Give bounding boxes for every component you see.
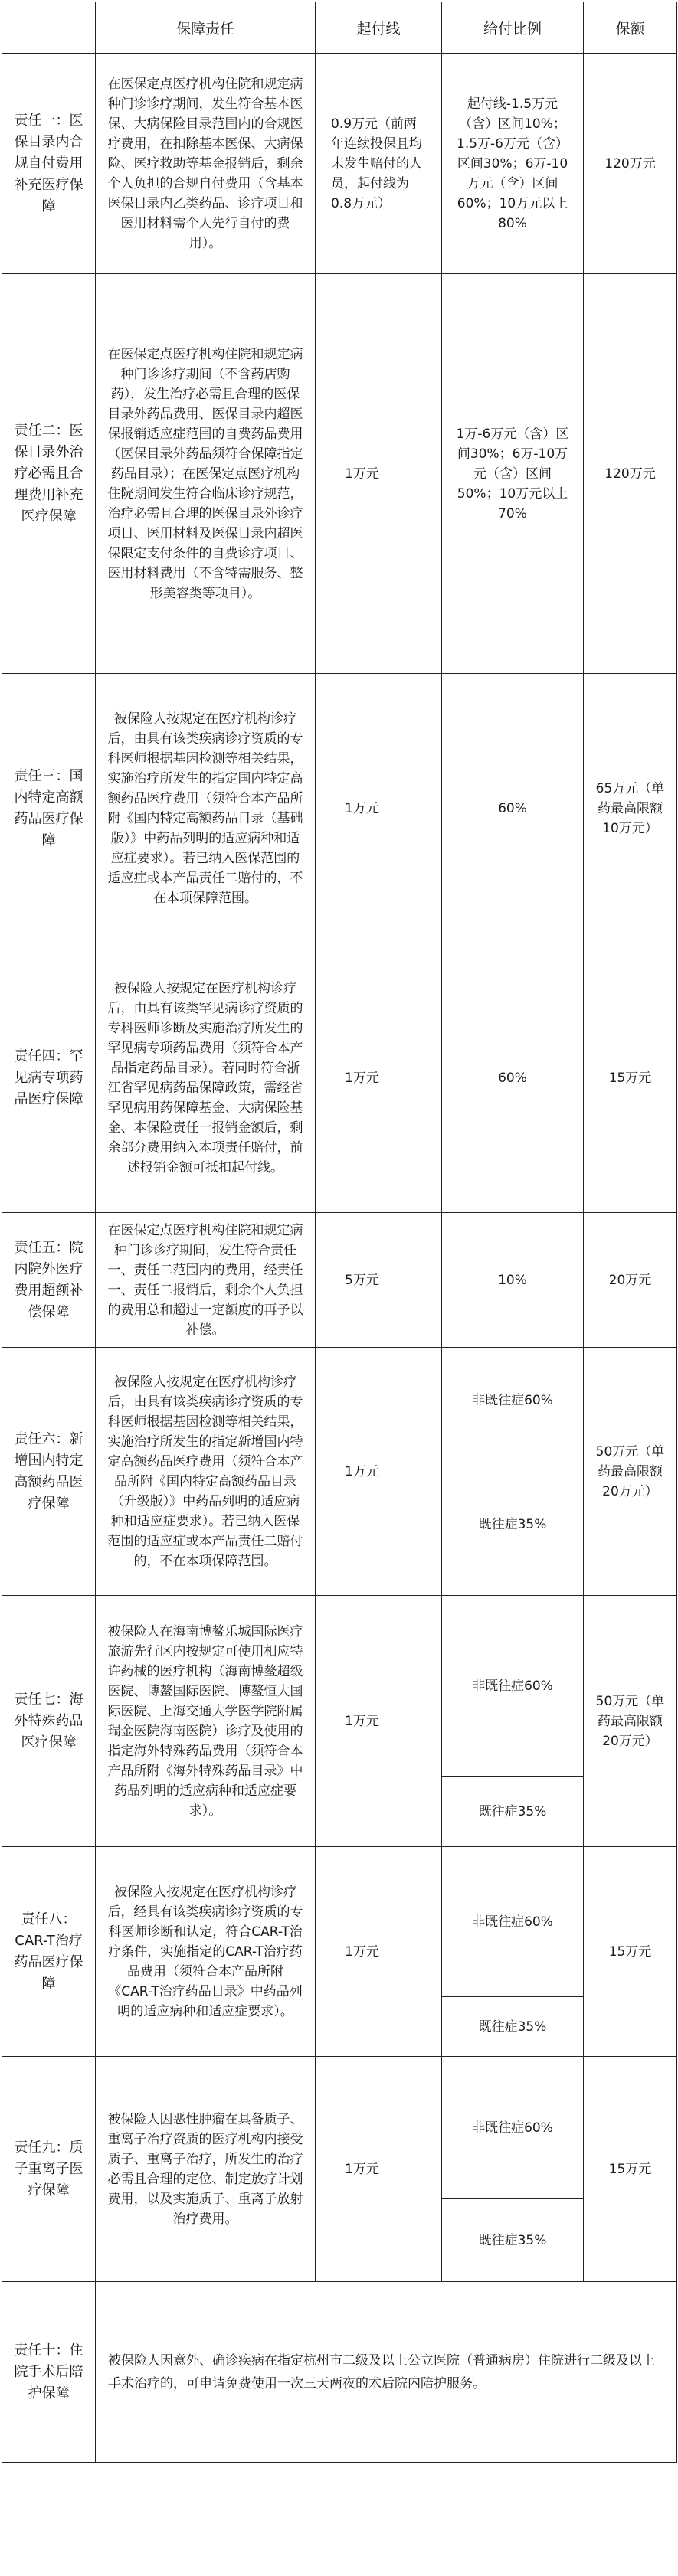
row-deductible: 1万元 [316, 274, 442, 674]
table-row [2, 274, 677, 674]
header-blank [2, 2, 96, 54]
table-row [2, 674, 677, 943]
row-description: 被保险人在海南博鳌乐城国际医疗旅游先行区内按规定可使用相应特许药械的医疗机构（海南博鳌超级医院、博鳌国际医院、博鳌恒大国际医院、上海交通大学医学院附属瑞金医院海南医院）诊疗及使用的指定海外特殊药品费用（须符合本产品所附《海外特殊药品目录》中药品列明的适应病种和适应症要求）。 [96, 1596, 316, 1847]
row-deductible: 1万元 [316, 1348, 442, 1596]
row-ratio-non-preexisting: 非既往症60% [442, 2057, 584, 2199]
row-deductible: 1万元 [316, 674, 442, 943]
row-premium: 120万元 [584, 274, 677, 674]
row-premium: 65万元（单药最高限额10万元） [584, 674, 677, 943]
row-name: 责任六：新增国内特定高额药品医疗保障 [2, 1348, 96, 1596]
row-premium: 15万元 [584, 943, 677, 1213]
row-premium: 50万元（单药最高限额20万元） [584, 1596, 677, 1847]
row-ratio-preexisting: 既往症35% [442, 1453, 584, 1596]
row-deductible: 1万元 [316, 943, 442, 1213]
row-name: 责任七：海外特殊药品医疗保障 [2, 1596, 96, 1847]
row-deductible: 0.9万元（前两年连续投保且均未发生赔付的人员，起付线为0.8万元） [316, 54, 442, 274]
row-description: 在医保定点医疗机构住院和规定病种门诊诊疗期间（不含药店购药），发生治疗必需且合理的医保目录外药品费用、医保目录内超医保报销适应症范围的自费药品费用（医保目录外药品须符合保障指定药品目录）；在医保定点医疗机构住院期间发生符合临床诊疗规范，治疗必需且合理的医保目录外诊疗项目、医用材料及医保目录内超医保限定支付条件的自费诊疗项目、医用材料费用（不含特需服务、整形美容类等项目）。 [96, 274, 316, 674]
row-deductible: 1万元 [316, 1596, 442, 1847]
row-ratio-non-preexisting: 非既往症60% [442, 1596, 584, 1777]
row-ratio: 60% [442, 674, 584, 943]
row-description: 被保险人因意外、确诊疾病在指定杭州市二级及以上公立医院（普通病房）住院进行二级及以上手术治疗的，可申请免费使用一次三天两夜的术后院内陪护服务。 [96, 2282, 677, 2463]
table-row [2, 2282, 677, 2463]
row-ratio: 1万-6万元（含）区间30%；6万-10万元（含）区间50%；10万元以上70% [442, 274, 584, 674]
table-row [2, 1348, 677, 1453]
row-description: 在医保定点医疗机构住院和规定病种门诊诊疗期间，发生符合责任一、责任二范围内的费用，经责任一、责任二报销后，剩余个人负担的费用总和超过一定额度的再予以补偿。 [96, 1213, 316, 1348]
coverage-table [2, 2, 677, 2463]
row-premium: 15万元 [584, 2057, 677, 2282]
row-deductible: 5万元 [316, 1213, 442, 1348]
table-row [2, 2057, 677, 2199]
row-name: 责任十：住院手术后陪护保障 [2, 2282, 96, 2463]
row-ratio: 起付线-1.5万元（含）区间10%；1.5万-6万元（含）区间30%；6万-10万元（含）区间60%；10万元以上80% [442, 54, 584, 274]
row-ratio-preexisting: 既往症35% [442, 1777, 584, 1847]
row-description: 被保险人按规定在医疗机构诊疗后，由具有该类疾病诊疗资质的专科医师根据基因检测等相关结果，实施治疗所发生的指定国内特定高额药品医疗费用（须符合本产品所附《国内特定高额药品目录（基础版）》中药品列明的适应病种和适应症要求）。若已纳入医保范围的适应症或本产品责任二赔付的，不在本项保障范围。 [96, 674, 316, 943]
row-description: 被保险人因恶性肿瘤在具备质子、重离子治疗资质的医疗机构内接受质子、重离子治疗，所发生的治疗必需且合理的定位、制定放疗计划费用，以及实施质子、重离子放射治疗费用。 [96, 2057, 316, 2282]
row-name: 责任九：质子重离子医疗保障 [2, 2057, 96, 2282]
row-description: 在医保定点医疗机构住院和规定病种门诊诊疗期间，发生符合基本医保、大病保险目录范围内的合规医疗费用，在扣除基本医保、大病保险、医疗救助等基金报销后，剩余个人负担的合规自付费用（含基本医保目录内乙类药品、诊疗项目和医用材料需个人先行自付的费用）。 [96, 54, 316, 274]
row-premium: 20万元 [584, 1213, 677, 1348]
table-row [2, 1847, 677, 1997]
row-name: 责任五：院内院外医疗费用超额补偿保障 [2, 1213, 96, 1348]
row-ratio-non-preexisting: 非既往症60% [442, 1348, 584, 1453]
row-ratio: 60% [442, 943, 584, 1213]
header-ratio: 给付比例 [442, 2, 584, 54]
row-name: 责任四：罕见病专项药品医疗保障 [2, 943, 96, 1213]
table-row [2, 1596, 677, 1777]
row-ratio-preexisting: 既往症35% [442, 1997, 584, 2057]
row-description: 被保险人按规定在医疗机构诊疗后，由具有该类罕见病诊疗资质的专科医师诊断及实施治疗所发生的罕见病专项药品费用（须符合本产品指定药品目录）。若同时符合浙江省罕见病药品保障政策，需经省罕见病用药保障基金、大病保险基金、本保险责任一报销金额后，剩余部分费用纳入本项责任赔付，前述报销金额可抵扣起付线。 [96, 943, 316, 1213]
row-description: 被保险人按规定在医疗机构诊疗后，由具有该类疾病诊疗资质的专科医师根据基因检测等相关结果，实施治疗所发生的指定新增国内特定高额药品医疗费用（须符合本产品所附《国内特定高额药品目录（升级版）》中药品列明的适应病种和适应症要求）。若已纳入医保范围的适应症或本产品责任二赔付的，不在本项保障范围。 [96, 1348, 316, 1596]
row-ratio-non-preexisting: 非既往症60% [442, 1847, 584, 1997]
header-deductible: 起付线 [316, 2, 442, 54]
row-ratio-preexisting: 既往症35% [442, 2199, 584, 2282]
row-name: 责任八：CAR-T治疗药品医疗保障 [2, 1847, 96, 2057]
row-name: 责任二：医保目录外治疗必需且合理费用补充医疗保障 [2, 274, 96, 674]
row-premium: 15万元 [584, 1847, 677, 2057]
row-name: 责任三：国内特定高额药品医疗保障 [2, 674, 96, 943]
row-name: 责任一：医保目录内合规自付费用补充医疗保障 [2, 54, 96, 274]
row-deductible: 1万元 [316, 2057, 442, 2282]
row-premium: 50万元（单药最高限额20万元） [584, 1348, 677, 1596]
header-responsibility: 保障责任 [96, 2, 316, 54]
row-deductible: 1万元 [316, 1847, 442, 2057]
row-premium: 120万元 [584, 54, 677, 274]
row-description: 被保险人按规定在医疗机构诊疗后，经具有该类疾病诊疗资质的专科医师诊断和认定，符合CAR-T治疗条件，实施指定的CAR-T治疗药品费用（须符合本产品所附《CAR-T治疗药品目录》中药品列明的适应病种和适应症要求）。 [96, 1847, 316, 2057]
table-row [2, 1213, 677, 1348]
header-premium: 保额 [584, 2, 677, 54]
row-ratio: 10% [442, 1213, 584, 1348]
header-row [2, 2, 677, 54]
table-row [2, 54, 677, 274]
table-row [2, 943, 677, 1213]
